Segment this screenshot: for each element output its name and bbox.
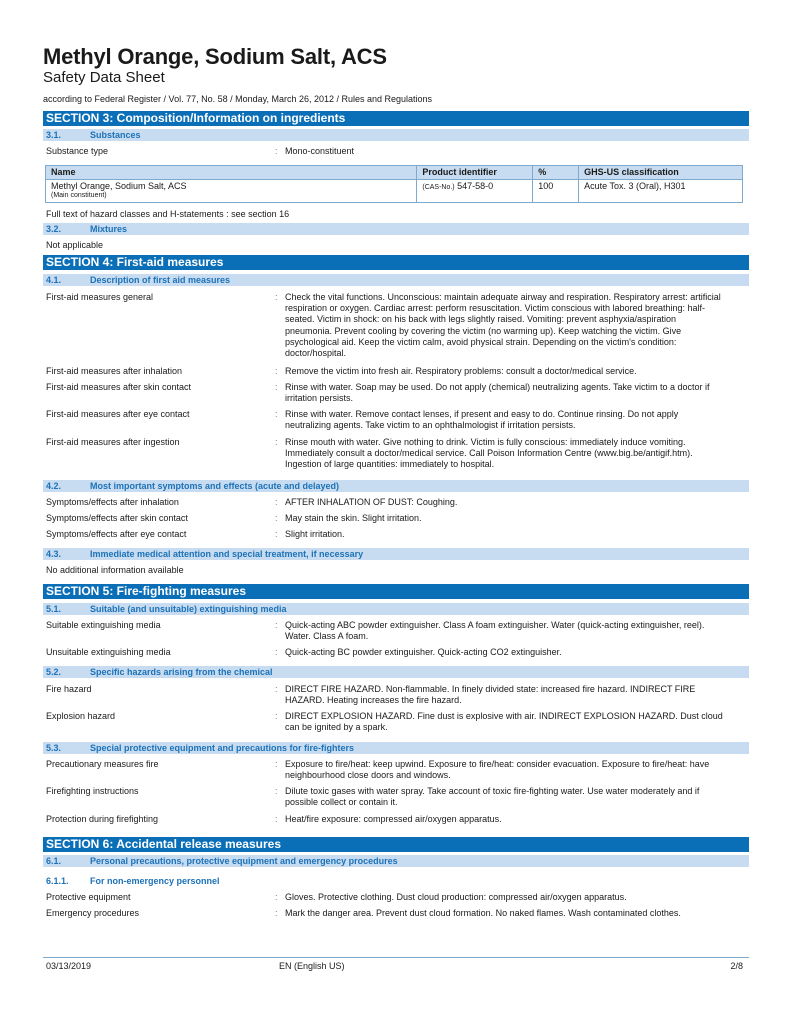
subsection-title: Suitable (and unsuitable) extinguishing media bbox=[90, 604, 287, 614]
row-colon: : bbox=[275, 786, 278, 796]
row-value: Rinse with water. Remove contact lenses, if present and easy to do. Continue rinsing. Do not apply neutralizing agents. Take victim to an ophthalmologist if irritation persists. bbox=[285, 409, 679, 431]
row-value: May stain the skin. Slight irritation. bbox=[285, 513, 422, 523]
row-value: Rinse mouth with water. Give nothing to drink. Victim is fully conscious: immediately induce vomiting. Immediately consult a doctor/medical service. Call Poison Information Centre (www.big.be/antigif.htm). Ingestion of large quantities: immediately to hospital. bbox=[285, 437, 693, 470]
row-label: First-aid measures general bbox=[46, 292, 154, 302]
row-colon: : bbox=[275, 437, 278, 447]
section-4-header: SECTION 4: First-aid measures bbox=[43, 255, 749, 270]
row-colon: : bbox=[275, 529, 278, 539]
row-label: Symptoms/effects after inhalation bbox=[46, 497, 179, 507]
row-label: Symptoms/effects after skin contact bbox=[46, 513, 188, 523]
subsection-4-3-header bbox=[43, 548, 749, 560]
row-value: Slight irritation. bbox=[285, 529, 345, 539]
row-value: Exposure to fire/heat: keep upwind. Exposure to fire/heat: consider evacuation. Exposure to fire/heat: have neighbourhood close doors and windows. bbox=[285, 759, 710, 781]
row-value: Rinse with water. Soap may be used. Do not apply (chemical) neutralizing agents. Take victim to a doctor if irritation persists. bbox=[285, 382, 710, 404]
row-colon: : bbox=[275, 409, 278, 419]
row-label: Unsuitable extinguishing media bbox=[46, 647, 171, 657]
subsection-number: 5.1. bbox=[46, 604, 62, 614]
row-colon: : bbox=[275, 620, 278, 630]
cell-ghs-classification: Acute Tox. 3 (Oral), H301 bbox=[579, 180, 743, 203]
row-colon: : bbox=[275, 814, 278, 824]
row-colon: : bbox=[275, 759, 278, 769]
row-value: Quick-acting ABC powder extinguisher. Class A foam extinguisher. Water (quick-acting extinguisher, reel). Water. Class A foam. bbox=[285, 620, 705, 642]
subsection-number: 5.2. bbox=[46, 667, 62, 677]
row-label: First-aid measures after inhalation bbox=[46, 366, 183, 376]
row-label: First-aid measures after eye contact bbox=[46, 409, 190, 419]
full-text-note: Full text of hazard classes and H-statements : see section 16 bbox=[46, 209, 290, 219]
substance-note: (Main constituent) bbox=[51, 192, 107, 199]
cell-percent: 100 bbox=[533, 180, 579, 203]
footer-language: EN (English US) bbox=[279, 961, 345, 971]
subsection-title: For non-emergency personnel bbox=[90, 876, 220, 886]
row-colon: : bbox=[275, 647, 278, 657]
row-value: Check the vital functions. Unconscious: maintain adequate airway and respiration. Respiratory arrest: artificial respiration or oxygen. Cardiac arrest: perform resuscitation. Victim conscious with labored breathing: half-seated. Victim in shock: on his back with legs slightly raised. Vomiting: prevent asphyxia/aspiration pneumonia. Prevent cooling by covering the victim (no warming up). Keep watching the victim. Give psychological aid. Keep the victim calm, avoid physical strain. Depending on the victim's condition: doctor/hospital. bbox=[285, 292, 721, 359]
regulation-line: according to Federal Register / Vol. 77, No. 58 / Monday, March 26, 2012 / Rules and Regulations bbox=[43, 94, 433, 104]
row-colon: : bbox=[275, 382, 278, 392]
subsection-number: 6.1.1. bbox=[46, 876, 69, 886]
row-value: Quick-acting BC powder extinguisher. Quick-acting CO2 extinguisher. bbox=[285, 647, 562, 657]
row-label: Protection during firefighting bbox=[46, 814, 159, 824]
subsection-6-1-header bbox=[43, 855, 749, 867]
additional-info-text: No additional information available bbox=[46, 565, 184, 575]
row-label: Fire hazard bbox=[46, 684, 92, 694]
column-header-percent: % bbox=[533, 166, 579, 180]
subsection-3-2-header bbox=[43, 223, 749, 235]
row-label: First-aid measures after ingestion bbox=[46, 437, 180, 447]
column-header-ghs-classification: GHS-US classification bbox=[579, 166, 743, 180]
row-value: AFTER INHALATION OF DUST: Coughing. bbox=[285, 497, 458, 507]
row-value: Dilute toxic gases with water spray. Take account of toxic fire-fighting water. Use water moderately and if possible collect or contain it. bbox=[285, 786, 700, 808]
composition-table bbox=[45, 165, 743, 203]
row-label: Protective equipment bbox=[46, 892, 131, 902]
section-5-header: SECTION 5: Fire-fighting measures bbox=[43, 584, 749, 599]
subsection-title: Immediate medical attention and special treatment, if necessary bbox=[90, 549, 364, 559]
subsection-5-1-header bbox=[43, 603, 749, 615]
row-colon: : bbox=[275, 711, 278, 721]
row-value: Mark the danger area. Prevent dust cloud formation. No naked flames. Wash contaminated clothes. bbox=[285, 908, 681, 918]
row-value: DIRECT FIRE HAZARD. Non-flammable. In finely divided state: increased fire hazard. INDIRECT FIRE HAZARD. Heating increases the fire hazard. bbox=[285, 684, 696, 706]
row-colon: : bbox=[275, 513, 278, 523]
subsection-number: 5.3. bbox=[46, 743, 62, 753]
row-colon: : bbox=[275, 497, 278, 507]
section-3-header: SECTION 3: Composition/Information on ingredients bbox=[43, 111, 749, 126]
row-label: First-aid measures after skin contact bbox=[46, 382, 192, 392]
footer-page-number: 2/8 bbox=[730, 961, 743, 971]
subsection-title: Personal precautions, protective equipment and emergency procedures bbox=[90, 856, 398, 866]
footer-date: 03/13/2019 bbox=[46, 961, 92, 971]
document-subtitle: Safety Data Sheet bbox=[43, 69, 165, 86]
subsection-4-2-header bbox=[43, 480, 749, 492]
cell-product-identifier bbox=[417, 180, 533, 203]
row-value: DIRECT EXPLOSION HAZARD. Fine dust is explosive with air. INDIRECT EXPLOSION HAZARD. Dust cloud can be ignited by a spark. bbox=[285, 711, 723, 733]
row-colon: : bbox=[275, 684, 278, 694]
footer-divider bbox=[43, 957, 749, 958]
row-value: Mono-constituent bbox=[285, 146, 355, 156]
subsection-title: Specific hazards arising from the chemical bbox=[90, 667, 273, 677]
substance-name: Methyl Orange, Sodium Salt, ACS bbox=[51, 181, 187, 191]
table-row bbox=[46, 180, 743, 203]
cas-prefix: (CAS-No.) bbox=[422, 184, 455, 191]
row-colon: : bbox=[275, 366, 278, 376]
mixtures-text: Not applicable bbox=[46, 240, 104, 250]
row-colon: : bbox=[275, 146, 278, 156]
subsection-title: Mixtures bbox=[90, 224, 128, 234]
subsection-title: Substances bbox=[90, 130, 141, 140]
subsection-number: 3.1. bbox=[46, 130, 62, 140]
subsection-number: 4.3. bbox=[46, 549, 62, 559]
subsection-number: 4.2. bbox=[46, 481, 62, 491]
section-6-header: SECTION 6: Accidental release measures bbox=[43, 837, 749, 852]
row-colon: : bbox=[275, 908, 278, 918]
row-label: Substance type bbox=[46, 146, 109, 156]
document-title: Methyl Orange, Sodium Salt, ACS bbox=[43, 44, 387, 69]
subsection-4-1-header bbox=[43, 274, 749, 286]
subsection-5-2-header bbox=[43, 666, 749, 678]
subsection-number: 4.1. bbox=[46, 275, 62, 285]
row-value: Gloves. Protective clothing. Dust cloud production: compressed air/oxygen apparatus. bbox=[285, 892, 627, 902]
table-header-row bbox=[46, 166, 743, 180]
row-label: Explosion hazard bbox=[46, 711, 116, 721]
subsection-5-3-header bbox=[43, 742, 749, 754]
row-label: Suitable extinguishing media bbox=[46, 620, 161, 630]
column-header-name: Name bbox=[46, 166, 417, 180]
subsection-title: Most important symptoms and effects (acute and delayed) bbox=[90, 481, 340, 491]
column-header-product-identifier: Product identifier bbox=[417, 166, 533, 180]
subsection-number: 3.2. bbox=[46, 224, 62, 234]
row-label: Emergency procedures bbox=[46, 908, 140, 918]
cell-name bbox=[46, 180, 417, 203]
row-colon: : bbox=[275, 892, 278, 902]
subsection-title: Special protective equipment and precautions for fire-fighters bbox=[90, 743, 355, 753]
subsection-3-1-header bbox=[43, 129, 749, 141]
cas-number: 547-58-0 bbox=[457, 181, 494, 191]
row-label: Firefighting instructions bbox=[46, 786, 139, 796]
row-value: Remove the victim into fresh air. Respiratory problems: consult a doctor/medical service. bbox=[285, 366, 637, 376]
subsection-number: 6.1. bbox=[46, 856, 62, 866]
row-label: Precautionary measures fire bbox=[46, 759, 159, 769]
row-label: Symptoms/effects after eye contact bbox=[46, 529, 187, 539]
subsection-title: Description of first aid measures bbox=[90, 275, 231, 285]
row-value: Heat/fire exposure: compressed air/oxygen apparatus. bbox=[285, 814, 502, 824]
row-colon: : bbox=[275, 292, 278, 302]
